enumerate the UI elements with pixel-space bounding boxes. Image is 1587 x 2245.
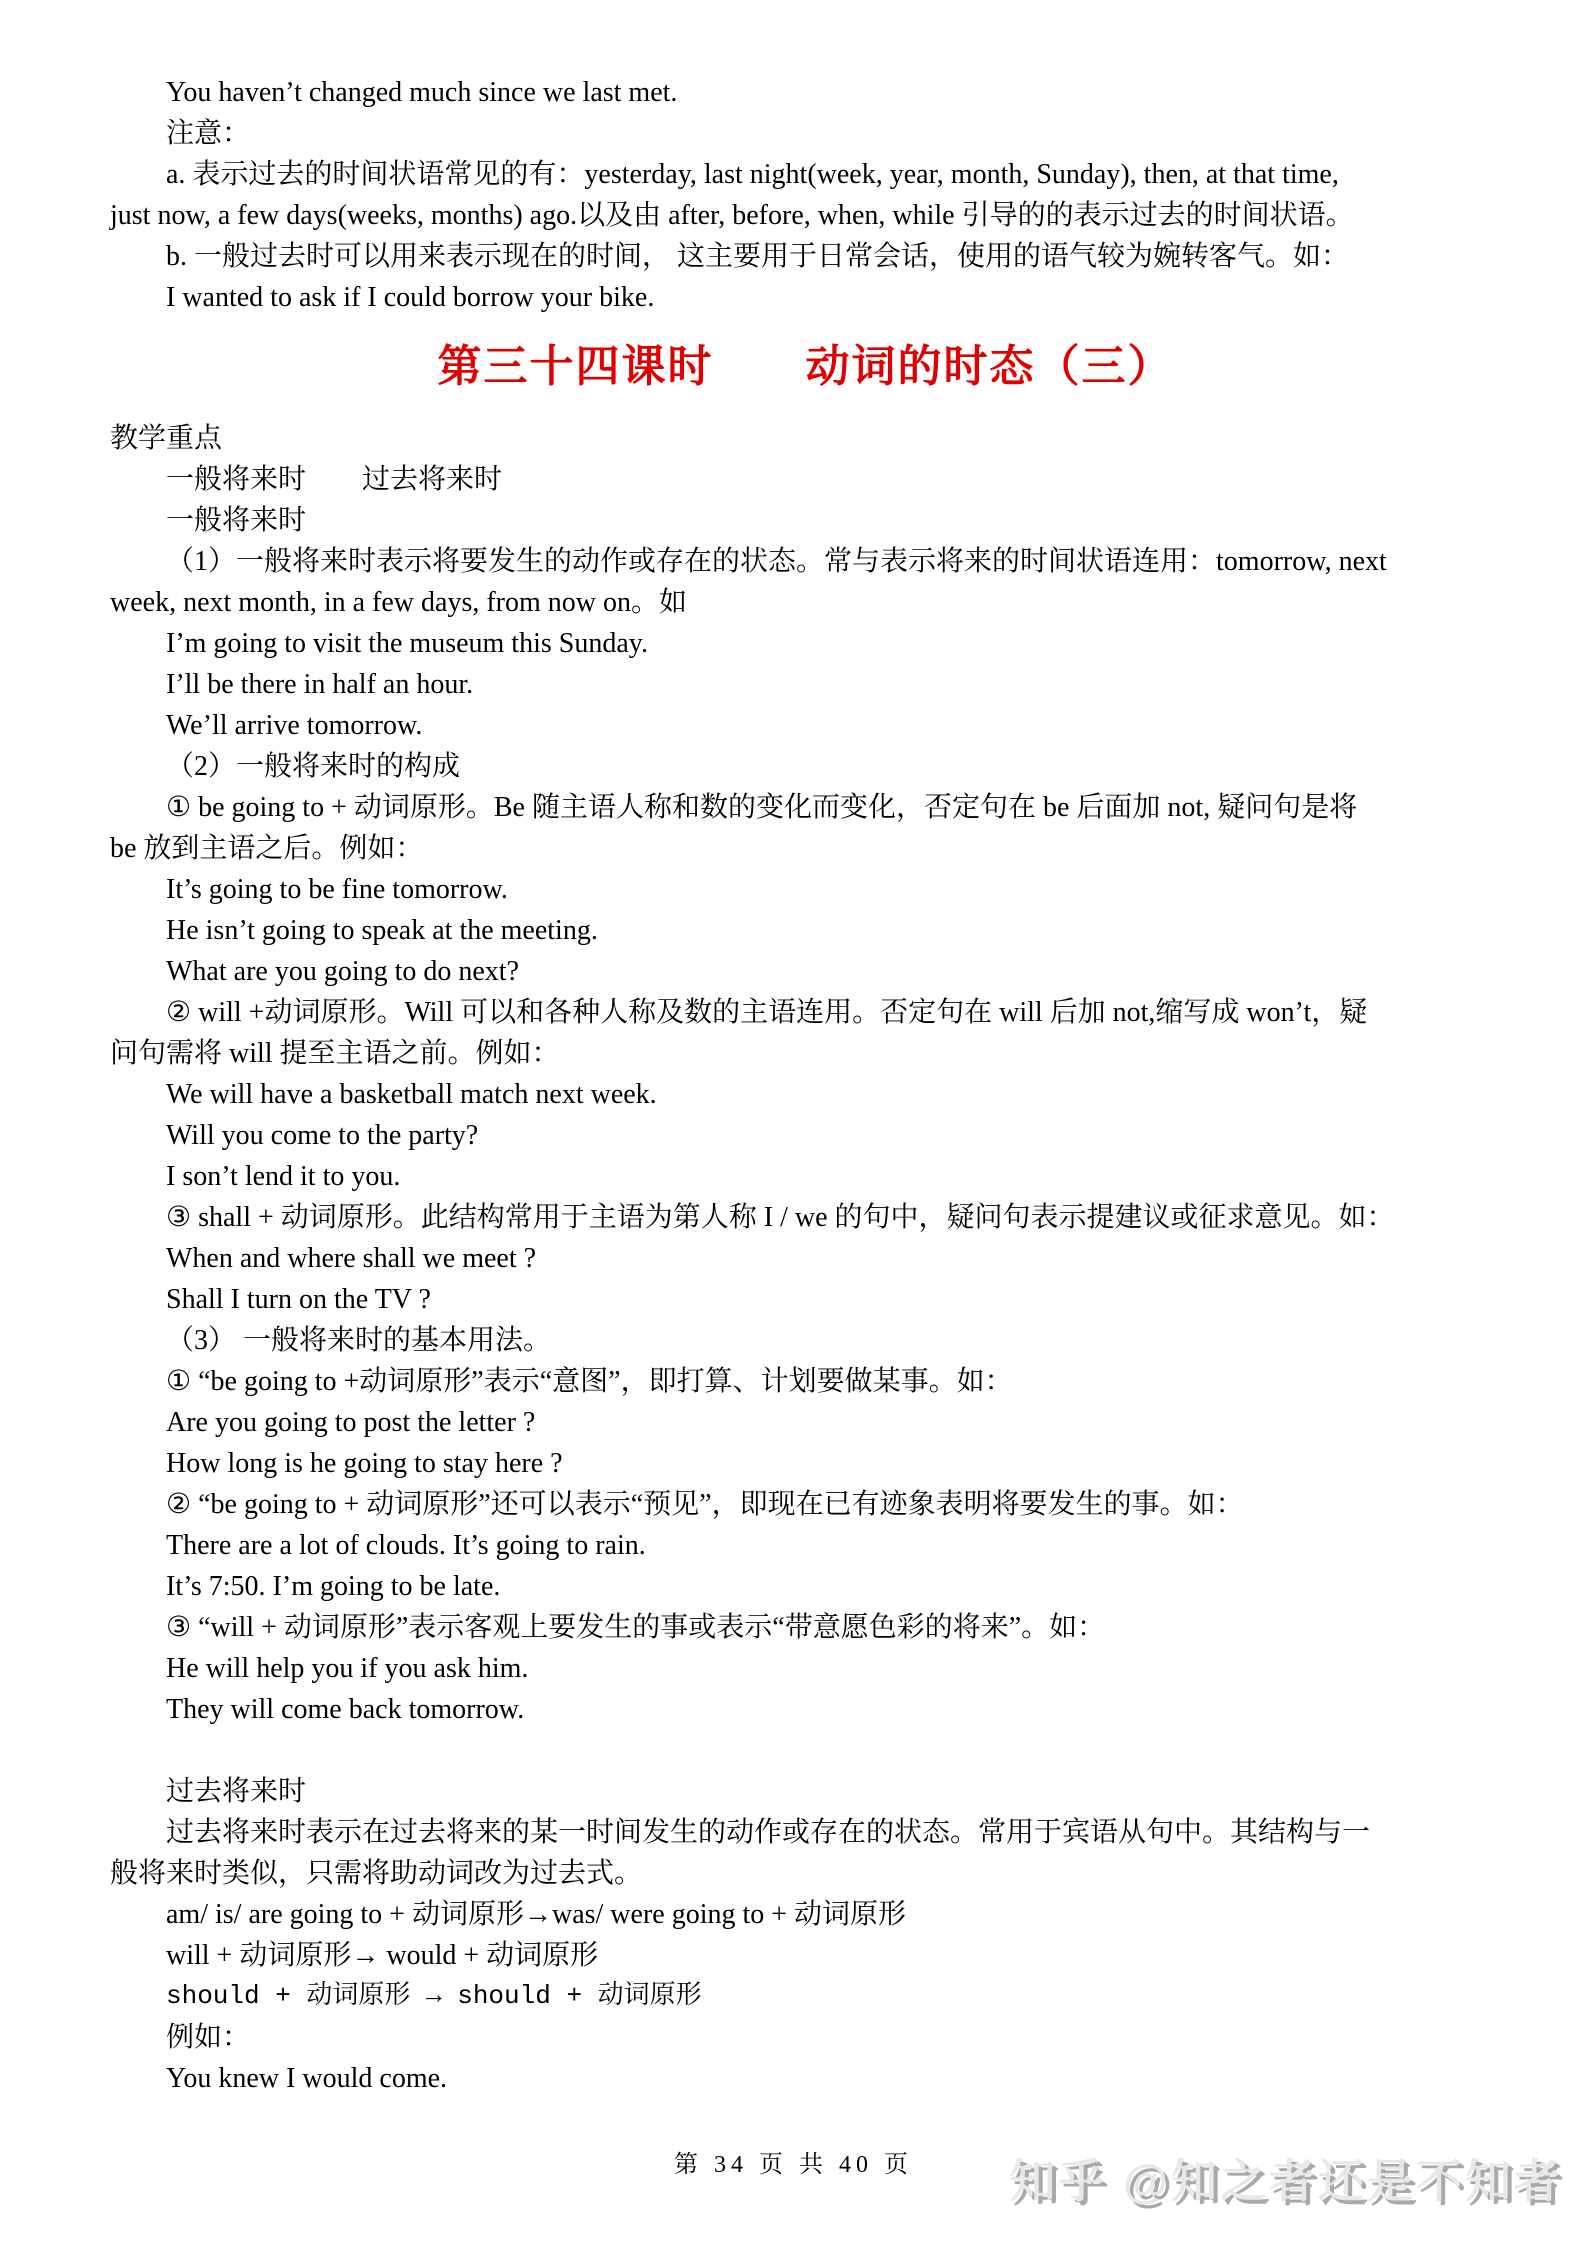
text-line: ① be going to + 动词原形。Be 随主语人称和数的变化而变化，否定句在 be 后面加 not, 疑问句是将 xyxy=(166,792,1358,823)
text-line: He will help you if you ask him. xyxy=(166,1653,529,1684)
text-line: Will you come to the party? xyxy=(166,1120,479,1151)
text-line: 一般将来时 过去将来时 xyxy=(166,464,503,495)
text-line: I’m going to visit the museum this Sunday. xyxy=(166,628,648,659)
text-line: There are a lot of clouds. It’s going to rain. xyxy=(166,1530,646,1561)
watermark: 知乎 @知之者还是不知者 xyxy=(1009,2155,1563,2207)
document-content xyxy=(110,72,1501,2099)
text-line: I son’t lend it to you. xyxy=(166,1161,401,1192)
text-line: It’s going to be fine tomorrow. xyxy=(166,874,508,905)
text-line: （3） 一般将来时的基本用法。 xyxy=(166,1325,552,1356)
text-line: should + 动词原形 → should + 动词原形 xyxy=(166,1981,702,2011)
text-line: What are you going to do next? xyxy=(166,956,520,987)
text-line: 例如： xyxy=(166,2022,251,2053)
text-line: I wanted to ask if I could borrow your bike. xyxy=(166,282,655,313)
section-title: 第三十四课时 动词的时态（三） xyxy=(437,342,1174,391)
text-line: ① “be going to +动词原形”表示“意图”，即打算、计划要做某事。如： xyxy=(166,1366,1013,1397)
text-line: 过去将来时表示在过去将来的某一时间发生的动作或存在的状态。常用于宾语从句中。其结构与一 xyxy=(166,1817,1371,1848)
text-line: just now, a few days(weeks, months) ago.以及由 after, before, when, while 引导的的表示过去的时间状语。 xyxy=(110,200,1354,231)
text-line: （1）一般将来时表示将要发生的动作或存在的状态。常与表示将来的时间状语连用：tomorrow, next xyxy=(166,546,1387,577)
text-line: ② “be going to + 动词原形”还可以表示“预见”，即现在已有迹象表明将要发生的事。如： xyxy=(166,1489,1244,1520)
blank-line xyxy=(110,1730,1501,1771)
text-line: 问句需将 will 提至主语之前。例如： xyxy=(110,1038,560,1069)
text-line: I’ll be there in half an hour. xyxy=(166,669,474,700)
text-line: When and where shall we meet ? xyxy=(166,1243,537,1274)
text-line: You knew I would come. xyxy=(166,2063,448,2094)
text-line: （2）一般将来时的构成 xyxy=(166,751,461,782)
text-line: am/ is/ are going to + 动词原形→was/ were going to + 动词原形 xyxy=(166,1899,907,1930)
text-line: week, next month, in a few days, from now on。如 xyxy=(110,587,687,618)
text-line: b. 一般过去时可以用来表示现在的时间， 这主要用于日常会话，使用的语气较为婉转客气。如： xyxy=(166,241,1350,272)
text-line: How long is he going to stay here ? xyxy=(166,1448,563,1479)
text-line: He isn’t going to speak at the meeting. xyxy=(166,915,598,946)
text-line: We’ll arrive tomorrow. xyxy=(166,710,423,741)
text-line: a. 表示过去的时间状语常见的有：yesterday, last night(week, year, month, Sunday), then, at that time, xyxy=(166,159,1339,190)
text-line: 般将来时类似，只需将助动词改为过去式。 xyxy=(110,1858,643,1889)
text-line: ② will +动词原形。Will 可以和各种人称及数的主语连用。否定句在 will 后加 not,缩写成 won’t，疑 xyxy=(166,997,1368,1028)
text-line: 注意： xyxy=(166,118,251,149)
text-line: You haven’t changed much since we last met. xyxy=(166,77,678,108)
page-number: 第 34 页 共 40 页 xyxy=(674,2152,913,2178)
text-line: ③ “will + 动词原形”表示客观上要发生的事或表示“带意愿色彩的将来”。如： xyxy=(166,1612,1106,1643)
text-line: 过去将来时 xyxy=(166,1776,307,1807)
text-line: 一般将来时 xyxy=(166,505,307,536)
text-line: Are you going to post the letter ? xyxy=(166,1407,536,1438)
text-line: will + 动词原形→ would + 动词原形 xyxy=(166,1940,599,1971)
text-line: It’s 7:50. I’m going to be late. xyxy=(166,1571,501,1602)
text-line: ③ shall + 动词原形。此结构常用于主语为第人称 I / we 的句中，疑问句表示提建议或征求意见。如： xyxy=(166,1202,1395,1233)
text-line: 教学重点 xyxy=(110,423,223,454)
text-line: They will come back tomorrow. xyxy=(166,1694,525,1725)
text-line: We will have a basketball match next week. xyxy=(166,1079,657,1110)
text-line: be 放到主语之后。例如： xyxy=(110,833,424,864)
text-line: Shall I turn on the TV ? xyxy=(166,1284,431,1315)
